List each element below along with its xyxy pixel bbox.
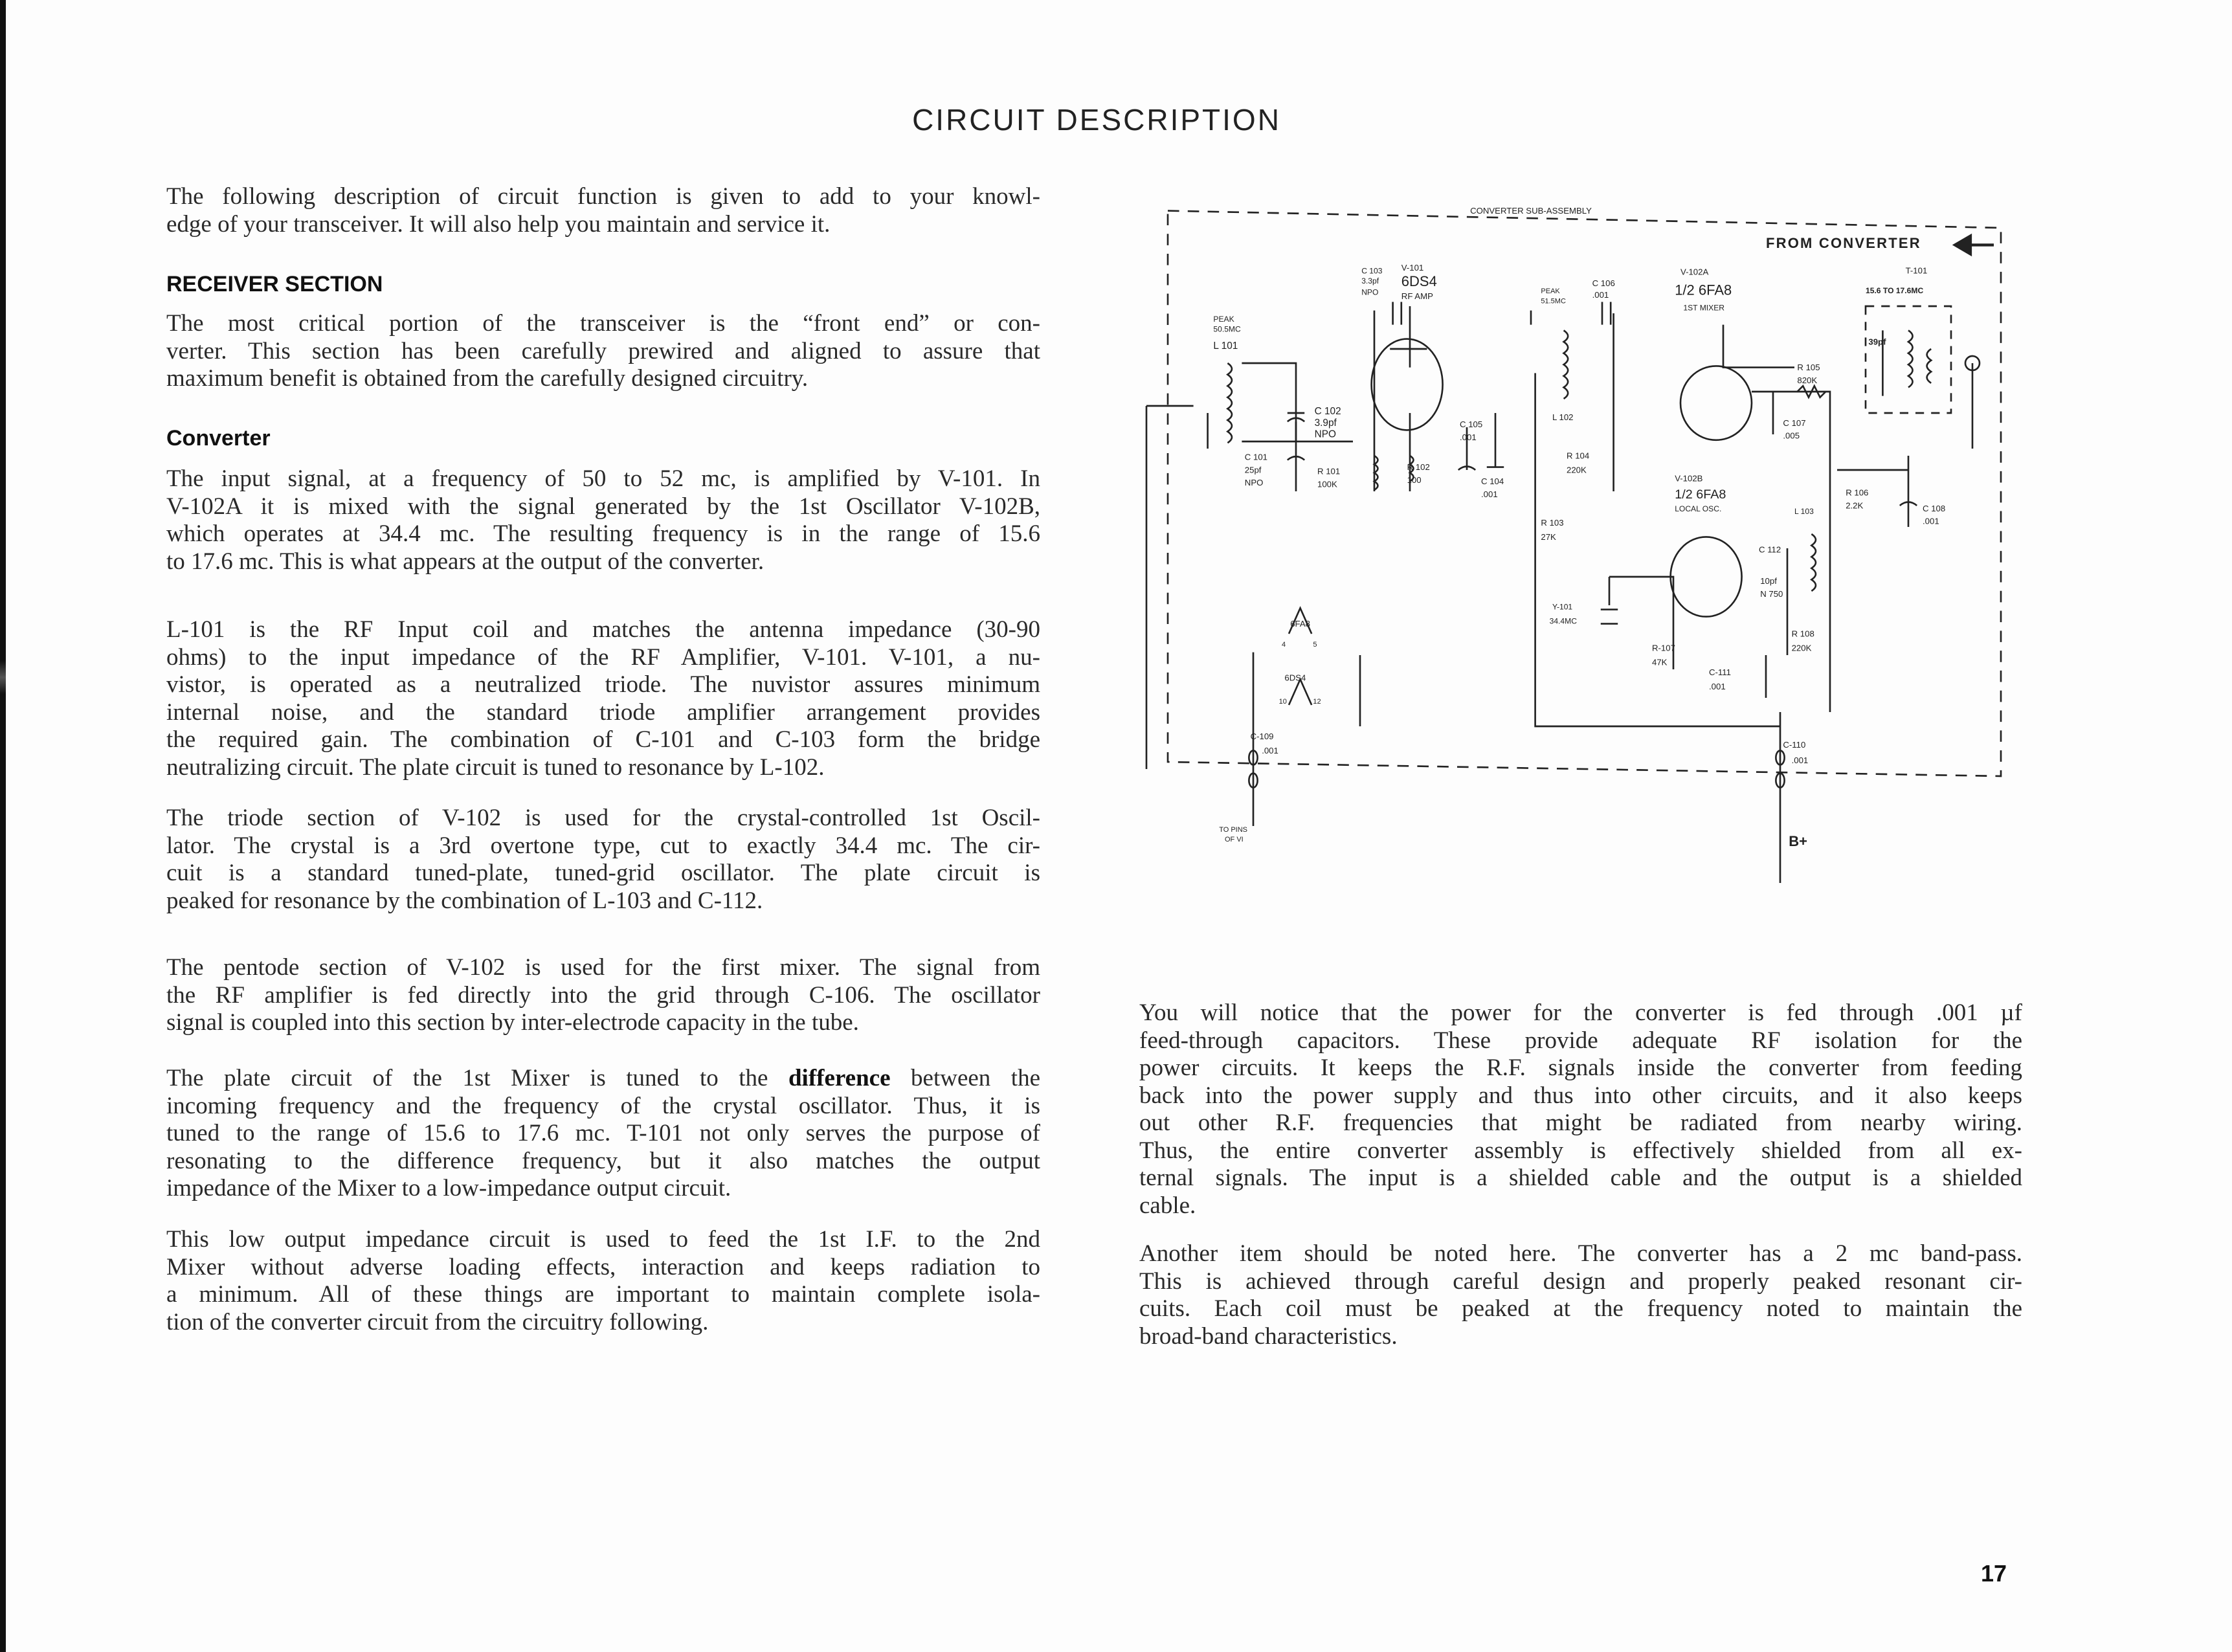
label-v102a-type: 1/2 6FA8	[1675, 282, 1732, 298]
label-c109-value: .001	[1262, 745, 1278, 755]
text-line: edge of your transceiver. It will also help you maintain and service it.	[166, 210, 831, 238]
text-line: The input signal, at a frequency of 50 to 52 mc, is amplified by V-101. In	[166, 465, 1040, 492]
label-r104-value: 220K	[1567, 465, 1587, 475]
label-b-plus: B+	[1789, 832, 1807, 849]
text-line: a minimum. All of these things are important to maintain complete isola-	[166, 1281, 1040, 1308]
label-from-converter: FROM CONVERTER	[1766, 234, 1921, 251]
label-peak1-freq: 50.5MC	[1213, 324, 1241, 334]
text-line: broad-band characteristics.	[1139, 1323, 1398, 1350]
label-c110: C-110	[1783, 739, 1806, 750]
label-c103-value: 3.3pf	[1361, 276, 1379, 285]
label-c110-value: .001	[1791, 755, 1809, 766]
label-heater-pin5: 5	[1313, 640, 1317, 649]
label-heater-pin4: 4	[1281, 640, 1286, 649]
text-line: feed-through capacitors. These provide adequate RF isolation for the	[1139, 1027, 2022, 1054]
label-c103: C 103	[1361, 266, 1383, 276]
page-title: CIRCUIT DESCRIPTION	[912, 103, 1281, 137]
label-c103-type: NPO	[1361, 287, 1379, 297]
label-t101-cap: 39pf	[1868, 337, 1886, 347]
emphasis-text: difference	[788, 1065, 891, 1091]
text-line: You will notice that the power for the converter is fed through .001 µf	[1139, 999, 2022, 1026]
text-line: tuned to the range of 15.6 to 17.6 mc. T-101 not only serves the purpose of	[166, 1120, 1040, 1146]
label-v102a: V-102A	[1680, 267, 1709, 277]
label-c106-value: .001	[1592, 289, 1609, 300]
label-heater-pin12: 12	[1313, 697, 1321, 706]
label-c101: C 101	[1244, 452, 1268, 462]
text-line: lator. The crystal is a 3rd overtone type, cut to exactly 34.4 mc. The cir-	[166, 832, 1040, 859]
tube-v101	[1372, 339, 1443, 430]
label-v102b-function: LOCAL OSC.	[1675, 504, 1722, 513]
label-subassembly: CONVERTER SUB-ASSEMBLY	[1470, 206, 1592, 216]
tube-v102a	[1680, 366, 1752, 440]
label-c101-value: 25pf	[1244, 465, 1262, 475]
label-l103: L 103	[1794, 507, 1814, 517]
label-peak2: PEAK	[1541, 287, 1560, 296]
text-line: maximum benefit is obtained from the carefully designed circuitry.	[166, 365, 809, 392]
label-r103: R 103	[1541, 517, 1564, 528]
text-line: V-102A it is mixed with the signal generated by the 1st Oscillator V-102B,	[166, 493, 1040, 520]
text-line: Another item should be noted here. The converter has a 2 mc band-pass.	[1139, 1240, 2022, 1267]
text-line: back into the power supply and thus into other circuits, and it also keeps	[1139, 1082, 2022, 1109]
label-r107: R-107	[1652, 643, 1675, 653]
text-line: verter. This section has been carefully prewired and aligned to assure that	[166, 337, 1040, 364]
label-c104: C 104	[1481, 476, 1504, 486]
text-line: vistor, is operated as a neutralized triode. The nuvistor assures minimum	[166, 671, 1040, 698]
label-c108-value: .001	[1923, 516, 1939, 526]
label-v102b: V-102B	[1675, 473, 1703, 484]
label-v101-type: 6DS4	[1401, 273, 1437, 290]
text-line: out other R.F. frequencies that might be radiated from nearby wiring.	[1139, 1110, 2022, 1136]
label-c112: C 112	[1759, 544, 1781, 555]
text-line: ternal signals. The input is a shielded cable and the output is a shielded	[1139, 1165, 2022, 1191]
label-r103-value: 27K	[1541, 531, 1556, 542]
text-line: impedance of the Mixer to a low-impedance output circuit.	[166, 1175, 731, 1201]
label-l102: L 102	[1552, 412, 1574, 422]
tube-v102b	[1671, 537, 1742, 616]
text-line: The pentode section of V-102 is used for the first mixer. The signal from	[166, 954, 1040, 981]
label-c107-value: .005	[1783, 430, 1800, 441]
label-c111: C-111	[1709, 667, 1731, 677]
label-y101: Y-101	[1552, 602, 1573, 612]
label-c112-value: 10pf	[1760, 576, 1777, 586]
label-heater-6fa8: 6FA8	[1290, 619, 1310, 629]
label-r105: R 105	[1797, 363, 1820, 372]
text-line: The triode section of V-102 is used for the crystal-controlled 1st Oscil-	[166, 805, 1040, 831]
label-v102b-type: 1/2 6FA8	[1675, 487, 1726, 502]
label-r106-value: 2.2K	[1846, 500, 1864, 511]
label-of-vi: OF VI	[1224, 836, 1244, 844]
label-v101-function: RF AMP	[1401, 291, 1433, 301]
label-c107: C 107	[1783, 418, 1806, 428]
label-c112-type: N 750	[1760, 588, 1783, 599]
label-c102-value: 3.9pf	[1314, 417, 1337, 429]
label-c105: C 105	[1460, 419, 1483, 429]
label-t101-range: 15.6 TO 17.6MC	[1866, 286, 1924, 296]
heading-receiver-section: RECEIVER SECTION	[166, 272, 383, 296]
text-line: to 17.6 mc. This is what appears at the output of the converter.	[166, 548, 764, 575]
label-c101-type: NPO	[1244, 478, 1264, 488]
label-r102: R 102	[1407, 462, 1430, 472]
text-line: the RF amplifier is fed directly into the grid through C-106. The oscillator	[166, 981, 1040, 1009]
text-line: cable.	[1139, 1192, 1196, 1219]
label-r101: R 101	[1317, 466, 1341, 476]
label-y101-freq: 34.4MC	[1549, 616, 1577, 626]
label-r108: R 108	[1791, 629, 1814, 639]
label-r105-value: 820K	[1797, 375, 1818, 385]
label-r102-value: 100	[1407, 474, 1422, 485]
text-segment: between the	[890, 1065, 1040, 1091]
label-c104-value: .001	[1481, 489, 1498, 499]
text-line: neutralizing circuit. The plate circuit is tuned to resonance by L-102.	[166, 753, 825, 781]
text-line: L-101 is the RF Input coil and matches the antenna impedance (30-90	[166, 616, 1040, 643]
label-r104: R 104	[1567, 451, 1590, 461]
label-r101-value: 100K	[1317, 479, 1337, 489]
page-number: 17	[1981, 1560, 2007, 1587]
text-line: This is achieved through careful design and properly peaked resonant cir-	[1139, 1267, 2022, 1295]
text-line: incoming frequency and the frequency of the crystal oscillator. Thus, it is	[166, 1092, 1040, 1119]
text-line: Mixer without adverse loading effects, interaction and keeps radiation to	[166, 1253, 1040, 1280]
text-line: cuits. Each coil must be peaked at the frequency noted to maintain the	[1139, 1295, 2022, 1322]
label-t101: T-101	[1905, 265, 1928, 276]
text-line: which operates at 34.4 mc. The resulting frequency is in the range of 15.6	[166, 520, 1040, 547]
text-line: the required gain. The combination of C-101 and C-103 form the bridge	[166, 726, 1040, 753]
label-r107-value: 47K	[1652, 657, 1668, 667]
label-c102: C 102	[1314, 406, 1341, 418]
text-line: ohms) to the input impedance of the RF Amplifier, V-101. V-101, a nu-	[166, 643, 1040, 671]
label-peak1: PEAK	[1213, 315, 1234, 324]
label-heater-pin10: 10	[1278, 697, 1287, 706]
text-line: cuit is a standard tuned-plate, tuned-grid oscillator. The plate circuit is	[166, 860, 1040, 886]
label-peak2-freq: 51.5MC	[1541, 297, 1566, 306]
transformer-t101	[1866, 306, 1951, 413]
label-v101: V-101	[1401, 262, 1424, 273]
label-to-pins: TO PINS	[1219, 825, 1248, 834]
label-c108: C 108	[1923, 503, 1946, 513]
label-r108-value: 220K	[1791, 643, 1812, 653]
label-l101: L 101	[1213, 340, 1238, 352]
text-line: peaked for resonance by the combination of L-103 and C-112.	[166, 887, 763, 914]
text-line: power circuits. It keeps the R.F. signals inside the converter from feeding	[1139, 1055, 2022, 1081]
text-line: internal noise, and the standard triode amplifier arrangement provides	[166, 698, 1040, 726]
text-line: resonating to the difference frequency, but it also matches the output	[166, 1147, 1040, 1174]
label-c109: C-109	[1250, 731, 1274, 741]
label-c111-value: .001	[1709, 681, 1726, 691]
label-v102a-function: 1ST MIXER	[1683, 303, 1725, 313]
label-heater-6ds4: 6DS4	[1284, 673, 1306, 683]
label-c102-type: NPO	[1314, 429, 1336, 440]
text-line: This low output impedance circuit is used to feed the 1st I.F. to the 2nd	[166, 1226, 1040, 1253]
text-line: The most critical portion of the transceiver is the “front end” or con-	[166, 310, 1040, 337]
heading-converter: Converter	[166, 426, 271, 451]
label-r106: R 106	[1846, 487, 1869, 498]
text-line: tion of the converter circuit from the circuitry following.	[166, 1308, 709, 1335]
text-line: signal is coupled into this section by inter-electrode capacity in the tube.	[166, 1009, 859, 1036]
label-c106: C 106	[1592, 278, 1615, 289]
text-line: The following description of circuit function is given to add to your knowl-	[166, 183, 1040, 210]
label-c105-value: .001	[1460, 432, 1477, 442]
text-line: Thus, the entire converter assembly is effectively shielded from all ex-	[1139, 1137, 2022, 1164]
subassembly-border	[1168, 211, 2001, 776]
text-segment: The plate circuit of the 1st Mixer is tuned to the	[166, 1065, 788, 1091]
